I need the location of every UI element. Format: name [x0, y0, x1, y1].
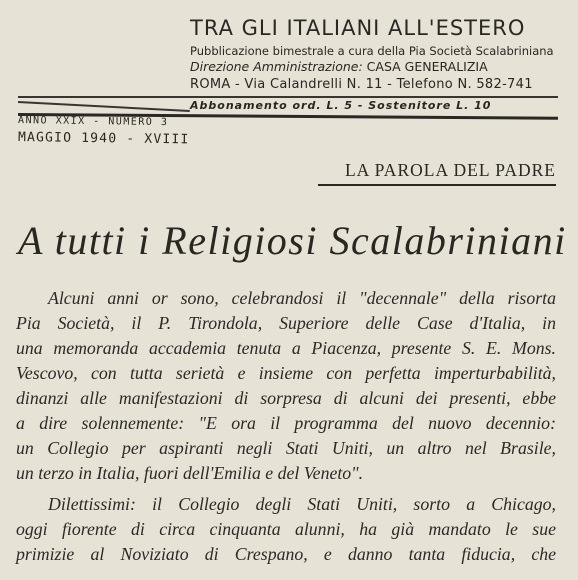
masthead-divider	[18, 96, 558, 98]
section-title-underline	[318, 184, 556, 186]
section-title: LA PAROLA DEL PADRE	[344, 160, 556, 180]
subscription-line: Abbonamento ord. L. 5 - Sostenitore L. 10	[190, 99, 492, 112]
issue-number: ANNO XXIX - NUMERO 3	[17, 115, 169, 129]
body-line: primizie al Noviziato di Crespano, e danno tanta fiducia, che	[16, 544, 556, 564]
publication-line: Pubblicazione bimestrale a cura della Pia Società Scalabriniana	[190, 44, 554, 58]
body-line: oggi fiorente di circa cinquanta alunni, ha già mandato le sue	[16, 519, 556, 539]
masthead-subtitle: TRA GLI ITALIANI ALL'ESTERO	[190, 16, 526, 40]
body-line: un Collegio per aspiranti negli Stati Uniti, un altro nel Brasile,	[16, 438, 556, 458]
body-line: Vescovo, con tutta serietà e insieme con perfetta imperturbabilità,	[16, 363, 556, 383]
body-line: Dilettissimi: il Collegio degli Stati Uniti, sorto a Chicago,	[48, 494, 556, 514]
article-headline: A tutti i Religiosi Scalabriniani	[18, 218, 567, 263]
body-line: Pia Società, il P. Tirondola, Superiore delle Case d'Italia, in	[16, 313, 556, 333]
direction-label: Direzione Amministrazione:	[190, 59, 363, 74]
body-line: dinanzi alle manifestazioni di sorpresa di alcuni dei presenti, ebbe	[16, 388, 556, 408]
masthead-title-fragment	[196, 0, 578, 14]
direction-line	[190, 59, 488, 74]
direction-value: CASA GENERALIZIA	[366, 59, 488, 74]
address-line: ROMA - Via Calandrelli N. 11 - Telefono N. 582-741	[190, 77, 533, 92]
body-line: Alcuni anni or sono, celebrandosi il "decennale" della risorta	[48, 288, 556, 308]
body-line: una memoranda accademia tenuta a Piacenza, presente S. E. Mons.	[16, 338, 556, 358]
issue-date: MAGGIO 1940 - XVIII	[17, 130, 190, 148]
body-line: a dire solennemente: "E ora il programma del nuovo decennio:	[16, 413, 556, 433]
issue-divider	[18, 101, 190, 111]
body-line: un terzo in Italia, fuori dell'Emilia e del Veneto".	[16, 463, 364, 483]
